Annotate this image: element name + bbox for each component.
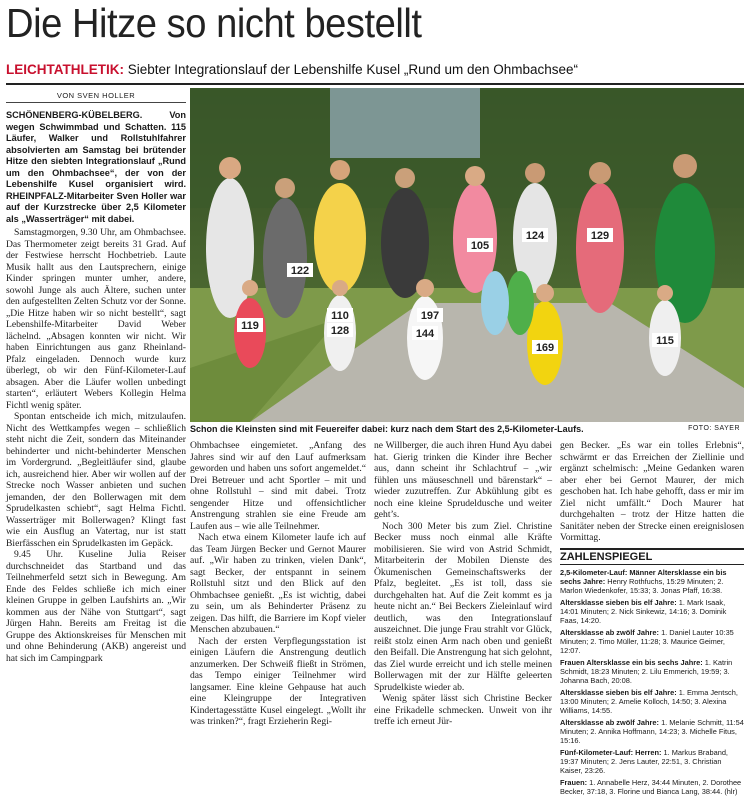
result-text: 1. Annabelle Herz, 34:44 Minuten, 2. Dorothee Becker, 37:18, 3. Florine und Bianca Lang, 38:44. (hlr) [560,778,742,796]
article-photo [190,88,744,422]
headline-rule [6,83,744,85]
result-category: 2,5-Kilometer-Lauf: Männer Altersklasse ein bis sechs Jahre: [560,568,727,586]
subheadline-text: Siebter Integrationslauf der Lebenshilfe Kusel „Rund um den Ohmbachsee“ [127,62,579,77]
results-box-title: ZAHLENSPIEGEL [560,548,744,566]
headline: Die Hitze so nicht bestellt [6,0,422,46]
result-text: 1. Katrin Schmidt, 18:23 Minuten; 2. Lilu Emmerich, 19:59; 3. Johanna Bach, 20:08. [560,658,733,685]
result-category: Frauen Altersklasse ein bis sechs Jahre: [560,658,705,667]
paragraph: Noch 300 Meter bis zum Ziel. Christine Becker muss noch einmal alle Kräfte mobilisieren. Sie wird von Astrid Schmidt, Mitarbeiterin der Mobilen Dienste des Ökumenischen Gemeinschaftswerks der Pfalz, begleitet. „Es ist toll, dass sie durchgehalten hat. Auf die Zeit kommt es ja heute nicht an.“ Bei Beckers Zieleinlauf wird deutlich, was den Integrationslauf auszeichnet. Die junge Frau strahlt vor Glück, reißt stolz einen Arm nach oben und genießt den Beifall. Die Anstrengung hat sich gelohnt, das Ziel wurde erreicht und ich stelle meinen Bollerwagen mit der zur Hälfte geleerten Sprudelkiste wieder ab. [374,520,552,693]
result-entry [560,568,744,595]
result-entry [560,658,744,685]
result-text: 1. Melanie Schmitt, 11:54 Minuten; 2. Annika Hoffmann, 14:23; 3. Michelle Fitus, 15:16. [560,718,744,745]
paragraph: Wenig später lässt sich Christine Becker eine Frikadelle schmecken. Unweit von ihr treffe ich erneut Jür- [374,693,552,727]
paragraph: 9.45 Uhr. Kuseline Julia Reiser durchschneidet das Startband und das Teilnehmerfeld setzt sich in Bewegung. Am Ende des Feldes schließe ich mich einer kleinen Gruppe in gelben Laufshirts an. „Wir kommen aus der Nähe von Stuttgart“, sagt Jürgen Hahn. Bereits am Freitag ist die Gruppe des Aktionskreises für Menschen mit und ohne Behinderung (AKB) angereist und hat sich im Campingpark [6,549,186,664]
result-entry [560,778,744,796]
result-text: 1. Daniel Lauter 10:35 Minuten; 2. Timo Müller, 11:28; 3. Maurice Geimer, 12:07. [560,628,734,655]
paragraph: Samstagmorgen, 9.30 Uhr, am Ohmbachsee. Das Thermometer zeigt bereits 31 Grad. Auf der Festwiese herrscht Hochbetrieb. Laute Musik hallt aus den Lautsprechern, einige Kinder springen munter umher, andere, sowohl Junge als auch Ältere, suchen unter den aufgestellten Zelten Schutz vor der Sonne. „Die Hitze haben wir so nicht bestellt“, sagt Lebenshilfe-Mitarbeiter David Weber lächelnd. „Absagen konnten wir nicht. Wir haben Einrichtungen aus ganz Rheinland-Pfalz eingeladen. Dennoch wurde kurz überlegt, ob wir den Fünf-Kilometer-Lauf absagen. Aber die Läufer wollen unbedingt starten“, erläutert Webers Kollegin Helma Fichtl wenig später. [6,227,186,411]
runners-photo [190,88,744,422]
result-category: Altersklasse ab zwölf Jahre: [560,718,662,727]
result-category: Frauen: [560,778,590,787]
result-text: Henry Rothfuchs, 15:29 Minuten; 2. Marlon Wiedenkofer, 15:33; 3. Jonas Pfaff, 16:38. [560,577,724,595]
paragraph: Nach der ersten Verpflegungsstation ist einigen Läufern die Anstrengung deutlich anzumerken. Der Schweiß fließt in Strömen, das Tempo einiger Teilnehmer wird langsamer. Eine kleine Gehpause hat auch eine Kleingruppe der Integrativen Kindertagesstätte Kusel eingelegt. „Wollt ihr was trinken?“, fragt Erzieherin Regi- [190,635,366,727]
paragraph: gen Becker. „Es war ein tolles Erlebnis“, schwärmt er das Erreichen der Ziellinie und ergänzt schelmisch: „Meine Gedanken waren aber eher bei Gernot Maurer, der mich geschoben hat. Ich habe gehofft, dass er mir im Ziel nicht umfällt.“ Doch Maurer hat durchgehalten – trotz der Hitze hatten die Sanitäter neben der Strecke einen ereignislosen Vormittag. [560,440,744,543]
photo-credit: FOTO: SAYER [688,425,740,432]
article-column-3 [374,440,552,782]
bib-number: 197 [420,310,440,322]
bib-number: 119 [241,320,259,332]
photo-caption [190,424,744,434]
author-byline: VON SVEN HOLLER [6,91,186,103]
result-text: 1. Emma Jentsch, 13:00 Minuten; 2. Amelie Kolloch, 14:50; 3. Alexina Williams, 14:55. [560,688,738,715]
paragraph: Spontan entscheide ich mich, mitzulaufen. Nicht des Wettkampfes wegen – schließlich steht nicht die Zeit, sondern das Miteinander behinderter und nicht-behinderter Menschen im Vordergrund. „Begleitläufer sind, glaube ich, ausreichend hier. Aber wir wollen auf der Strecke noch Wasser anbieten und suchen jemanden, der den Bollerwagen mit dem Sprudelkasten schiebt“, sagt Helma Fichtl. Wasserträger mit Bollerwagen? Klingt fast wie ein Ausflug an Vatertag, nur ist statt Bierfässchen ein Sprudelkasten im Gepäck. [6,411,186,549]
bib-number: 124 [525,230,545,242]
bib-number: 169 [535,342,555,354]
section-rubric: LEICHTATHLETIK: [6,62,124,77]
result-text: 1. Markus Braband, 19:37 Minuten; 2. Jens Lauter, 22:51, 3. Christian Kaiser, 23:26. [560,748,728,775]
result-category: Altersklasse ab zwölf Jahre: [560,628,662,637]
bib-number: 129 [590,230,610,242]
paragraph: ne Willberger, die auch ihren Hund Ayu dabei hat. Gierig trinken die Kinder ihre Becher aus, dann scheint ihr Schlachtruf – „wir fühlen uns mäuseschnell und bärenstark“ – wieder zuzutreffen. Zur Abkühlung gibt es noch eine kleine Sprudeldusche und weiter geht’s. [374,440,552,520]
bib-number: 105 [470,240,490,252]
result-text: 1. Mark Isaak, 14:01 Minuten; 2. Nick Sinkewiz, 14:16; 3. Dominik Faas, 14:20. [560,598,727,625]
result-entry [560,688,744,715]
bib-number: 144 [415,328,435,340]
caption-text: Schon die Kleinsten sind mit Feuereifer dabei: kurz nach dem Start des 2,5-Kilometer-Laufs. [190,424,584,434]
result-entry [560,628,744,655]
article-column-1 [6,110,186,782]
article-column-2 [190,440,366,782]
paragraph: Ohmbachsee eingemietet. „Anfang des Jahres sind wir auf den Lauf aufmerksam geworden und haben uns sofort angemeldet.“ Drei Betreuer und acht Sportler – mit und ohne Rollstuhl – sind mit dabei. Trotz sengender Hitze und offensichtlicher Anstrengung strahlen sie eine Freude am Laufen aus – wie alle Teilnehmer. [190,440,366,532]
article-column-4 [560,440,744,796]
bib-number: 122 [290,265,310,277]
result-entry [560,718,744,745]
article-lead: SCHÖNENBERG-KÜBELBERG. Von wegen Schwimmbad und Schatten. 115 Läufer, Walker und Rollstuhlfahrer absolvierten am Samstag bei brütender Hitze den siebten Integrationslauf „Rund um den Ohmbachsee“, der von der Lebenshilfe Kusel organisiert wird. RHEINPFALZ-Mitarbeiter Sven Holler war auf der Kurzstrecke über 2,5 Kilometer als „Wasserträger“ mit dabei. [6,110,186,224]
bib-number: 115 [656,335,674,347]
results-box [560,568,744,796]
result-entry [560,598,744,625]
bib-number: 110 [331,310,349,322]
paragraph: Nach etwa einem Kilometer laufe ich auf das Team Jürgen Becker und Gernot Maurer auf. „Wir haben zu trinken, vielen Dank“, sagt Becker, der entspannt in seinem Rollstuhl sitzt und den Blick auf den Ohmbachsee genießt. „Es ist wichtig, dabei zu sein, um als Behinderter Präsenz zu zeigen. Das hilft, die Barriere im Kopf vieler Menschen abzubauen.“ [190,532,366,635]
result-category: Fünf-Kilometer-Lauf: Herren: [560,748,664,757]
result-entry [560,748,744,775]
bib-number: 128 [330,325,350,337]
result-category: Altersklasse sieben bis elf Jahre: [560,598,679,607]
result-category: Altersklasse sieben bis elf Jahre: [560,688,679,697]
subheadline [6,62,578,77]
